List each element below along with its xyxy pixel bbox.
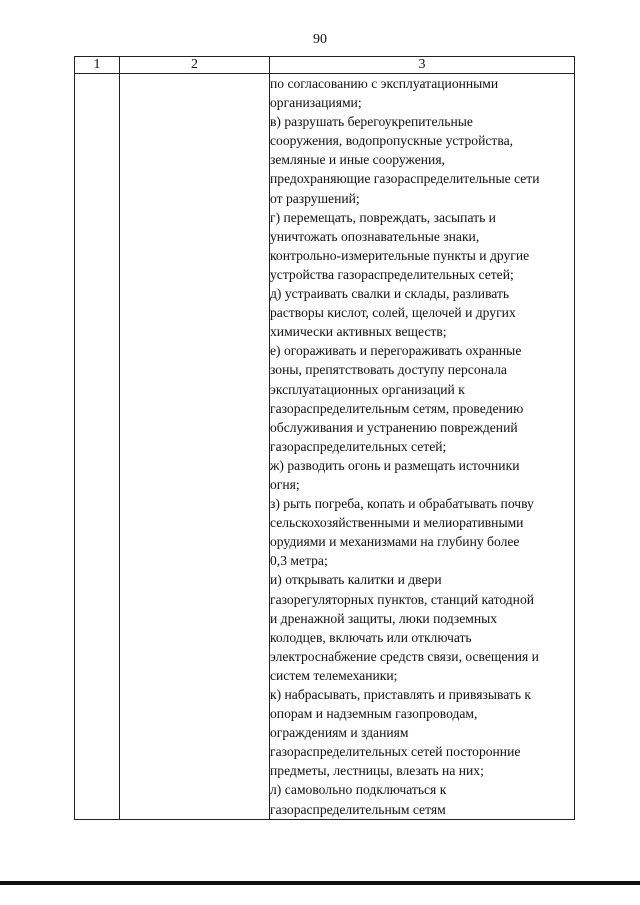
text-line: г) перемещать, повреждать, засыпать и (270, 209, 496, 225)
column-2-cell (120, 74, 270, 820)
text-line: предохраняющие газораспределительные сети (270, 171, 540, 187)
text-line: земляные и иные сооружения, (270, 152, 445, 168)
text-line: и) открывать калитки и двери (270, 572, 442, 588)
text-line: электроснабжение средств связи, освещения и (270, 648, 539, 664)
text-line: 0,3 метра; (270, 553, 328, 569)
text-line: газорегуляторных пунктов, станций катодной (270, 591, 535, 607)
text-line: огня; (270, 476, 300, 492)
document-table (74, 56, 575, 820)
text-line: л) самовольно подключаться к (270, 782, 447, 798)
text-line: опорам и надземным газопроводам, (270, 706, 478, 722)
text-line: сельскохозяйственными и мелиоративными (270, 515, 524, 531)
column-header-3: 3 (270, 57, 575, 74)
text-line: газораспределительных сетей посторонние (270, 744, 521, 760)
text-line: организациями; (270, 95, 362, 111)
table-row (75, 74, 575, 820)
column-header-1: 1 (75, 57, 120, 74)
column-3-cell (270, 74, 575, 820)
text-line: в) разрушать берегоукрепительные (270, 114, 473, 130)
text-line: предметы, лестницы, влезать на них; (270, 763, 484, 779)
bottom-rule (0, 881, 640, 885)
text-line: к) набрасывать, приставлять и привязывать к (270, 687, 532, 702)
text-line: устройства газораспределительных сетей; (270, 266, 514, 282)
text-line: колодцев, включать или отключать (270, 629, 472, 645)
text-line: газораспределительным сетям, проведению (270, 400, 524, 416)
text-line: д) устраивать свалки и склады, разливать (270, 286, 510, 302)
text-line: е) огораживать и перегораживать охранные (270, 343, 522, 359)
text-line: обслуживания и устранению повреждений (270, 419, 518, 435)
text-line: растворы кислот, солей, щелочей и других (270, 305, 516, 321)
text-line: уничтожать опознавательные знаки, (270, 228, 480, 244)
text-line: контрольно-измерительные пункты и другие (270, 247, 530, 263)
text-line: эксплуатационных организаций к (270, 381, 465, 397)
column-1-cell (75, 74, 120, 820)
table-header-row (75, 57, 575, 74)
text-line: от разрушений; (270, 190, 360, 206)
text-line: систем телемеханики; (270, 667, 398, 683)
text-line: ж) разводить огонь и размещать источники (270, 457, 520, 473)
text-line: по согласованию с эксплуатационными (270, 76, 499, 91)
text-line: химически активных веществ; (270, 324, 447, 340)
text-line: орудиями и механизмами на глубину более (270, 534, 520, 550)
text-line: сооружения, водопропускные устройства, (270, 133, 514, 149)
text-line: з) рыть погреба, копать и обрабатывать почву (270, 496, 534, 512)
text-line: зоны, препятствовать доступу персонала (270, 362, 507, 378)
text-line: газораспределительным сетям (270, 801, 446, 817)
text-line: газораспределительных сетей; (270, 438, 447, 454)
page-number: 90 (313, 32, 327, 47)
column-header-2: 2 (120, 57, 270, 74)
text-line: ограждениям и зданиям (270, 725, 409, 741)
text-line: и дренажной защиты, люки подземных (270, 610, 498, 626)
